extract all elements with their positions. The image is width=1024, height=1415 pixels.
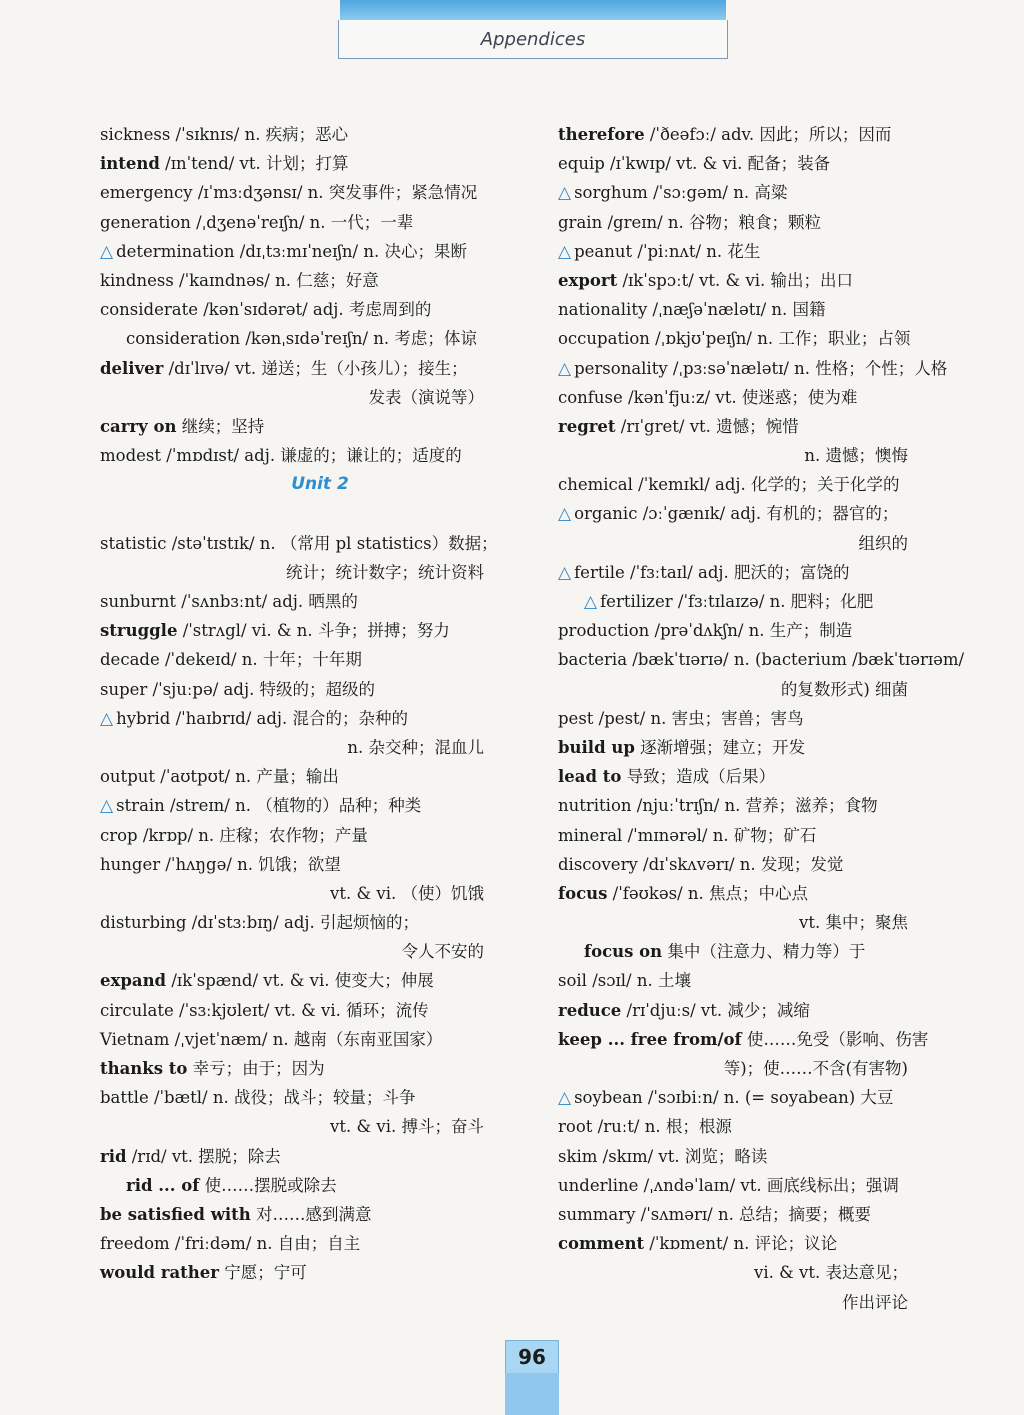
vocab-entry xyxy=(100,208,540,237)
vocab-entry xyxy=(100,645,540,674)
vocab-entry xyxy=(558,266,978,295)
vocab-entry xyxy=(100,762,540,791)
vocab-entry xyxy=(100,587,540,616)
vocab-entry xyxy=(558,762,978,791)
headword: hybrid xyxy=(116,708,171,728)
section-title: Appendices xyxy=(480,28,586,50)
definition: /krɒp/ n. 庄稼；农作物；产量 xyxy=(137,825,368,845)
headword: summary xyxy=(558,1204,636,1224)
vocab-entry xyxy=(100,1054,540,1083)
vocab-entry xyxy=(558,120,978,149)
definition: /ˈmɪnərəl/ n. 矿物；矿石 xyxy=(622,825,817,845)
headword: nutrition xyxy=(558,796,632,816)
triangle-marker-icon: △ xyxy=(558,562,572,583)
vocab-entry xyxy=(558,996,978,1025)
vocab-entry xyxy=(558,616,978,645)
definition: /ruːt/ n. 根；根源 xyxy=(592,1117,732,1137)
definition: /ˌpɜːsəˈnælətɪ/ n. 性格；个性；人格 xyxy=(667,358,948,378)
vocab-entry xyxy=(558,879,978,908)
definition: /rɪˈgret/ vt. 遗憾；惋惜 xyxy=(615,416,799,436)
headword: comment xyxy=(558,1234,645,1254)
vocab-entry xyxy=(558,1025,978,1054)
definition: /kənˈsɪdərət/ adj. 考虑周到的 xyxy=(198,300,432,320)
definition: 宁愿；宁可 xyxy=(218,1263,307,1283)
headword: would rather xyxy=(100,1263,219,1283)
definition: /ˈsɜːkjʊleɪt/ vt. & vi. 循环；流传 xyxy=(173,1000,429,1020)
headword: circulate xyxy=(100,1000,174,1020)
vocab-entry xyxy=(100,1258,540,1287)
definition: 逐渐增强；建立；开发 xyxy=(634,737,806,757)
triangle-marker-icon: △ xyxy=(558,1088,572,1109)
definition: /ˌdʒenəˈreɪʃn/ n. 一代；一辈 xyxy=(190,212,414,232)
entry-continuation: vt. & vi. 搏斗；奋斗 xyxy=(330,1117,484,1137)
headword: statistic xyxy=(100,533,167,553)
definition: 导致；造成（后果） xyxy=(621,767,776,787)
definition: /prəˈdʌkʃn/ n. 生产；制造 xyxy=(649,621,853,641)
definition: /dɪˌtɜːmɪˈneɪʃn/ n. 决心；果断 xyxy=(234,241,467,261)
vocab-entry xyxy=(558,937,978,966)
vocab-entry xyxy=(558,1229,978,1258)
vocab-entry xyxy=(558,412,978,441)
headword: emergency xyxy=(100,183,193,203)
headword: deliver xyxy=(100,358,164,378)
vocab-entry xyxy=(558,1112,978,1141)
headword: determination xyxy=(116,241,235,261)
definition: /ˈkaɪndnəs/ n. 仁慈；好意 xyxy=(173,270,379,290)
entry-continuation: 的复数形式) 细菌 xyxy=(780,679,908,699)
vocab-entry xyxy=(100,616,540,645)
definition: 继续；坚持 xyxy=(176,416,265,436)
definition: /ˈbætl/ n. 战役；战斗；较量；斗争 xyxy=(148,1088,416,1108)
entry-continuation: 作出评论 xyxy=(842,1292,908,1312)
headword: sunburnt xyxy=(100,592,177,611)
headword: rid ... of xyxy=(126,1175,200,1195)
headword: reduce xyxy=(558,1000,622,1020)
vocab-entry xyxy=(558,966,978,995)
definition: /ˈfɜːtaɪl/ adj. 肥沃的；富饶的 xyxy=(624,562,850,582)
vocab-entry xyxy=(558,470,978,499)
triangle-marker-icon: △ xyxy=(558,504,572,525)
header-band xyxy=(340,0,726,20)
definition: 使……摆脱或除去 xyxy=(199,1175,337,1195)
page-number: 96 xyxy=(505,1340,559,1374)
headword: Vietnam xyxy=(100,1029,170,1049)
definition: /ˈdekeɪd/ n. 十年；十年期 xyxy=(159,650,362,670)
headword: fertilizer xyxy=(600,592,673,611)
definition: /bækˈtɪərɪə/ n. (bacterium /bækˈtɪərɪəm/ xyxy=(627,650,965,670)
definition: /dɪˈstɜːbɪŋ/ adj. 引起烦恼的； xyxy=(186,913,419,933)
definition: 幸亏；由于；因为 xyxy=(187,1059,325,1078)
definition: /ˈsʌmərɪ/ n. 总结；摘要；概要 xyxy=(635,1204,872,1224)
vocab-entry xyxy=(558,558,978,587)
definition: /ˈsɪknɪs/ n. 疾病；恶心 xyxy=(170,125,349,144)
headword: focus on xyxy=(584,942,663,962)
triangle-marker-icon: △ xyxy=(100,796,114,817)
vocab-entry xyxy=(558,645,978,674)
vocab-entry xyxy=(100,704,540,733)
vocab-entry xyxy=(100,178,540,207)
entry-continuation: vt. 集中；聚焦 xyxy=(799,913,908,933)
headword: mineral xyxy=(558,825,623,845)
vocab-entry xyxy=(100,529,540,558)
vocab-entry xyxy=(558,1171,978,1200)
vocab-entry xyxy=(558,354,978,383)
definition: /rɪˈdjuːs/ vt. 减少；减缩 xyxy=(621,1000,810,1020)
vocab-entry xyxy=(100,1171,540,1200)
headword: decade xyxy=(100,650,160,670)
definition: /ɪˈkwɪp/ vt. & vi. 配备；装备 xyxy=(604,154,831,174)
headword: underline xyxy=(558,1175,639,1195)
headword: modest xyxy=(100,446,162,466)
headword: expand xyxy=(100,971,167,991)
headword: carry on xyxy=(100,416,177,436)
definition: /ˈsɔɪbiːn/ n. (= soyabean) 大豆 xyxy=(642,1088,894,1108)
headword: equip xyxy=(558,154,605,174)
triangle-marker-icon: △ xyxy=(584,592,598,612)
headword: battle xyxy=(100,1088,149,1108)
vocab-entry xyxy=(558,178,978,207)
vocab-entry xyxy=(100,412,540,441)
headword: nationality xyxy=(558,300,648,320)
headword: chemical xyxy=(558,475,633,495)
definition: /ˈðeəfɔː/ adv. 因此；所以；因而 xyxy=(644,125,892,144)
definition: /ˈfəʊkəs/ n. 焦点；中心点 xyxy=(607,883,809,903)
headword: considerate xyxy=(100,300,198,320)
vocab-entry xyxy=(558,791,978,820)
headword: production xyxy=(558,621,650,641)
definition: /ˈkemɪkl/ adj. 化学的；关于化学的 xyxy=(632,475,900,495)
triangle-marker-icon: △ xyxy=(558,241,572,262)
headword: strain xyxy=(116,796,165,816)
definition: /ɪˈmɜːdʒənsɪ/ n. 突发事件；紧急情况 xyxy=(192,183,478,203)
definition: /ˈfɜːtɪlaɪzə/ n. 肥料；化肥 xyxy=(672,592,874,611)
triangle-marker-icon: △ xyxy=(100,241,114,262)
vocab-entry xyxy=(100,966,540,995)
definition: /ˈhaɪbrɪd/ adj. 混合的；杂种的 xyxy=(170,708,409,728)
headword: regret xyxy=(558,416,616,436)
vocab-entry xyxy=(100,266,540,295)
entry-continuation: 发表（演说等） xyxy=(368,387,484,407)
headword: lead to xyxy=(558,767,622,787)
vocab-entry xyxy=(100,1142,540,1171)
definition: /ɪkˈspɔːt/ vt. & vi. 输出；出口 xyxy=(617,270,854,290)
vocab-entry xyxy=(558,324,978,353)
definition: /ˌnæʃəˈnælətɪ/ n. 国籍 xyxy=(647,300,826,320)
vocab-entry xyxy=(100,324,540,353)
vocab-entry xyxy=(100,675,540,704)
headword: organic xyxy=(574,504,638,524)
definition: /ˈkɒment/ n. 评论；议论 xyxy=(644,1234,838,1254)
entry-continuation: 统计；统计数字；统计资料 xyxy=(286,562,484,582)
headword: personality xyxy=(574,358,668,378)
definition: /pest/ n. 害虫；害兽；害鸟 xyxy=(593,708,804,728)
page-number-tab xyxy=(505,1373,559,1415)
vocab-entry xyxy=(100,1229,540,1258)
definition: /ˈsjuːpə/ adj. 特级的；超级的 xyxy=(147,679,376,699)
headword: disturbing xyxy=(100,913,187,933)
definition: /ˈaʊtpʊt/ n. 产量；输出 xyxy=(155,767,339,787)
definition: /kənˌsɪdəˈreɪʃn/ n. 考虑；体谅 xyxy=(240,329,477,349)
definition: /ɪkˈspænd/ vt. & vi. 使变大；伸展 xyxy=(166,971,434,991)
definition: /ˈsɔːgəm/ n. 高粱 xyxy=(647,183,788,203)
vocab-entry xyxy=(100,441,540,470)
headword: intend xyxy=(100,154,160,174)
definition: /ˈhʌŋgə/ n. 饥饿；欲望 xyxy=(160,854,341,874)
headword: consideration xyxy=(126,329,241,349)
definition: /njuːˈtrɪʃn/ n. 营养；滋养；食物 xyxy=(631,796,878,816)
definition: 集中（注意力、精力等）于 xyxy=(662,942,866,962)
vocab-entry xyxy=(100,295,540,324)
headword: root xyxy=(558,1117,593,1137)
vocab-entry xyxy=(100,1083,540,1112)
definition: /dɪˈlɪvə/ vt. 递送；生（小孩儿）；接生； xyxy=(163,358,468,378)
headword: bacteria xyxy=(558,650,628,670)
headword: sorghum xyxy=(574,183,648,203)
vocab-entry xyxy=(558,733,978,762)
headword: struggle xyxy=(100,621,178,641)
headword: crop xyxy=(100,825,138,845)
definition: /ˌvjetˈnæm/ n. 越南（东南亚国家） xyxy=(169,1029,443,1049)
vocab-entry xyxy=(558,149,978,178)
entry-continuation: n. 遗憾；懊悔 xyxy=(804,446,908,466)
vocab-entry xyxy=(558,383,978,412)
definition: /streɪn/ n. （植物的）品种；种类 xyxy=(164,796,422,816)
vocab-entry xyxy=(100,149,540,178)
entry-continuation: vi. & vt. 表达意见； xyxy=(754,1263,908,1283)
headword: pest xyxy=(558,708,594,728)
vocab-entry xyxy=(558,295,978,324)
headword: freedom xyxy=(100,1234,170,1254)
vocab-entry xyxy=(558,1142,978,1171)
headword: generation xyxy=(100,212,191,232)
vocab-entry xyxy=(558,587,978,616)
definition: /ˈpiːnʌt/ n. 花生 xyxy=(632,241,761,261)
definition: /greɪn/ n. 谷物；粮食；颗粒 xyxy=(602,212,822,232)
definition: /ˌɒkjʊˈpeɪʃn/ n. 工作；职业；占领 xyxy=(649,329,911,349)
entry-continuation: 令人不安的 xyxy=(401,942,484,962)
headword: skim xyxy=(558,1146,598,1166)
triangle-marker-icon: △ xyxy=(100,708,114,729)
entry-continuation: 等)；使……不含(有害物) xyxy=(723,1059,908,1078)
unit-heading: Unit 2 xyxy=(291,474,349,495)
entry-continuation: vt. & vi. （使）饥饿 xyxy=(330,883,484,903)
section-header xyxy=(338,20,728,59)
definition: /rɪd/ vt. 摆脱；除去 xyxy=(126,1146,281,1166)
definition: /ˈmɒdɪst/ adj. 谦虚的；谦让的；适度的 xyxy=(161,446,462,466)
entry-continuation: 组织的 xyxy=(858,533,908,553)
headword: focus xyxy=(558,883,608,903)
headword: hunger xyxy=(100,854,161,874)
definition: /ˈsʌnbɜːnt/ adj. 晒黑的 xyxy=(176,592,358,611)
definition: 对……感到满意 xyxy=(250,1204,372,1224)
vocab-entry xyxy=(558,704,978,733)
vocab-entry xyxy=(100,1200,540,1229)
vocab-entry xyxy=(100,791,540,820)
headword: therefore xyxy=(558,125,645,144)
vocab-entry xyxy=(100,1025,540,1054)
vocab-entry xyxy=(558,1083,978,1112)
definition: /ɪnˈtend/ vt. 计划；打算 xyxy=(159,154,349,174)
definition: /ˈfriːdəm/ n. 自由；自主 xyxy=(169,1234,361,1254)
triangle-marker-icon: △ xyxy=(558,183,572,204)
headword: sickness xyxy=(100,125,171,144)
vocab-entry xyxy=(100,850,540,879)
definition: /kənˈfjuːz/ vt. 使迷惑；使为难 xyxy=(622,387,858,407)
vocab-entry xyxy=(558,237,978,266)
headword: kindness xyxy=(100,270,174,290)
vocab-entry xyxy=(558,499,978,528)
vocab-entry xyxy=(558,821,978,850)
vocab-entry xyxy=(100,120,540,149)
vocab-entry xyxy=(100,996,540,1025)
definition: /sɔɪl/ n. 土壤 xyxy=(586,971,691,991)
headword: soil xyxy=(558,971,587,991)
headword: output xyxy=(100,767,156,787)
vocab-entry xyxy=(558,1200,978,1229)
headword: fertile xyxy=(574,562,625,582)
headword: occupation xyxy=(558,329,650,349)
right-column xyxy=(558,120,978,1317)
entry-continuation: n. 杂交种；混血儿 xyxy=(347,737,484,757)
headword: build up xyxy=(558,737,635,757)
headword: thanks to xyxy=(100,1059,188,1078)
headword: peanut xyxy=(574,241,633,261)
definition: 使……免受（影响、伤害 xyxy=(741,1029,929,1049)
headword: export xyxy=(558,270,618,290)
definition: /skɪm/ vt. 浏览；略读 xyxy=(597,1146,768,1166)
definition: /dɪˈskʌvərɪ/ n. 发现；发觉 xyxy=(637,854,844,874)
headword: keep ... free from/of xyxy=(558,1029,742,1049)
headword: soybean xyxy=(574,1088,643,1108)
vocab-entry xyxy=(100,354,540,383)
vocab-entry xyxy=(100,908,540,937)
definition: /stəˈtɪstɪk/ n. （常用 pl statistics）数据； xyxy=(166,533,498,553)
vocab-entry xyxy=(100,237,540,266)
definition: /ˌʌndəˈlaɪn/ vt. 画底线标出；强调 xyxy=(638,1175,899,1195)
definition: /ˈstrʌgl/ vi. & n. 斗争；拼搏；努力 xyxy=(177,621,450,641)
headword: confuse xyxy=(558,387,623,407)
vocab-entry xyxy=(100,821,540,850)
headword: grain xyxy=(558,212,603,232)
vocab-entry xyxy=(558,208,978,237)
definition: /ɔːˈgænɪk/ adj. 有机的；器官的； xyxy=(637,504,899,524)
triangle-marker-icon: △ xyxy=(558,358,572,379)
headword: rid xyxy=(100,1146,127,1166)
headword: discovery xyxy=(558,854,638,874)
left-column xyxy=(100,120,540,1288)
vocab-entry xyxy=(558,850,978,879)
headword: super xyxy=(100,679,148,699)
spacer xyxy=(100,499,540,528)
headword: be satisfied with xyxy=(100,1204,251,1224)
